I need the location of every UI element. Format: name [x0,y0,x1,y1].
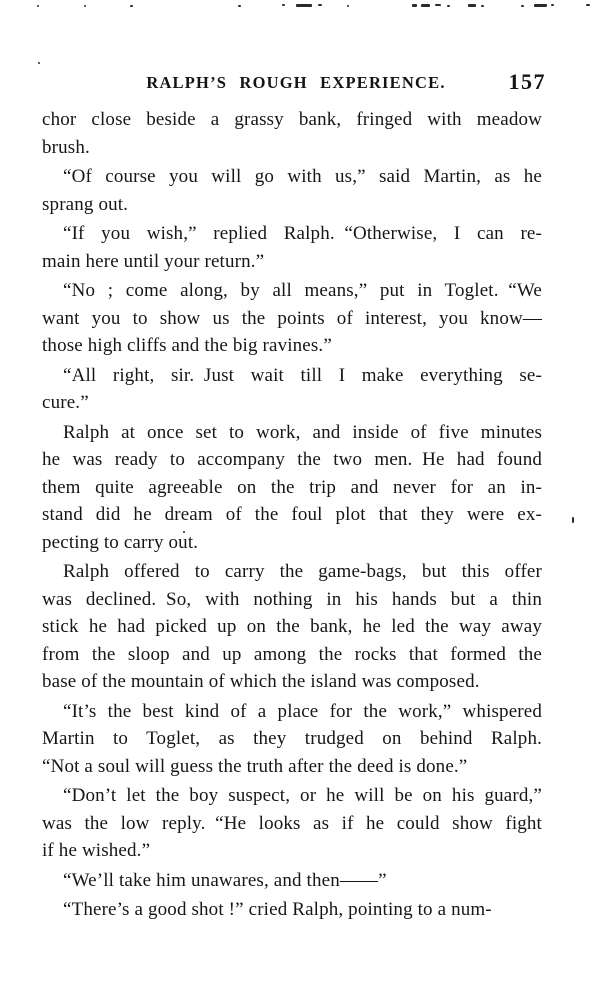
text-line: stand did he dream of the foul plot that they were ex- [42,504,542,525]
scan-artifact [37,5,39,7]
scan-artifact [347,5,349,7]
paragraph [42,867,542,895]
paragraph [42,558,542,696]
text-line: was declined. So, with nothing in his hands but a thin [42,588,542,610]
text-line: if he wished.” [42,840,151,861]
paragraph [42,419,542,557]
paragraph [42,362,542,417]
text-line: “If you wish,” replied Ralph. “Otherwise, I can re- [63,223,542,244]
text-line: “There’s a good shot !” cried Ralph, pointing to a num- [63,899,492,920]
paragraph [42,782,542,865]
text-line: “Not a soul will guess the truth after the deed is done.” [42,755,468,777]
text-line: “We’ll take him unawares, and then——” [63,869,387,891]
scan-artifact [318,4,322,6]
text-line: “Don’t let the boy suspect, or he will be on his guard,” [63,785,542,806]
scan-artifact [447,5,450,7]
scan-artifact [534,4,547,7]
text-line: want you to show us the points of interest, you know— [42,307,542,329]
text-line: Ralph at once set to work, and inside of five minutes [63,421,542,443]
page-number: 157 [508,69,546,94]
text-line: “No ; come along, by all means,” put in Toglet. “We [63,280,542,301]
paragraph [42,896,542,924]
running-header [42,69,546,97]
scan-artifact [481,5,484,7]
text-line: he was ready to accompany the two men. He had found [42,449,542,470]
text-line: cure.” [42,392,89,413]
scan-artifact [521,5,524,7]
text-line: “It’s the best kind of a place for the work,” whispered [63,700,542,722]
text-line: those high cliffs and the big ravines.” [42,335,332,356]
text-line: main here until your return.” [42,250,265,272]
text-line: stick he had picked up on the bank, he led the way away [42,616,542,637]
paragraph [42,277,542,360]
text-line: “Of course you will go with us,” said Martin, as he [63,166,542,187]
paragraph [42,163,542,218]
scan-artifact [84,5,86,7]
text-line: was the low reply. “He looks as if he could show fight [42,812,542,834]
running-header-title: RALPH’S ROUGH EXPERIENCE. [146,73,446,92]
scan-artifact [296,4,312,7]
text-line: “All right, sir. Just wait till I make everything se- [63,364,542,386]
scan-artifact [421,4,430,7]
scan-artifact [572,517,574,523]
scan-artifact [412,4,417,7]
scan-artifact [130,5,133,7]
scan-artifact [468,4,476,7]
text-line: sprang out. [42,193,129,215]
text-line: Martin to Toglet, as they trudged on behind Ralph. [42,728,542,749]
paragraph [42,698,542,781]
text-line: base of the mountain of which the island was composed. [42,671,480,692]
scan-artifact [282,4,285,6]
text-line: them quite agreeable on the trip and never for an in- [42,476,542,498]
scan-artifact [586,4,590,6]
scan-artifact [38,62,40,64]
page-text [42,106,542,924]
text-line: from the sloop and up among the rocks that formed the [42,643,542,665]
paragraph [42,220,542,275]
scan-artifact [238,5,241,7]
scan-artifact [435,4,441,6]
text-line: pecting to carry out. [42,531,199,553]
text-line: Ralph offered to carry the game-bags, but this offer [63,561,542,582]
text-line: chor close beside a grassy bank, fringed with meadow [42,109,542,130]
text-line: brush. [42,136,90,158]
paragraph [42,106,542,161]
scan-artifact [551,4,554,6]
